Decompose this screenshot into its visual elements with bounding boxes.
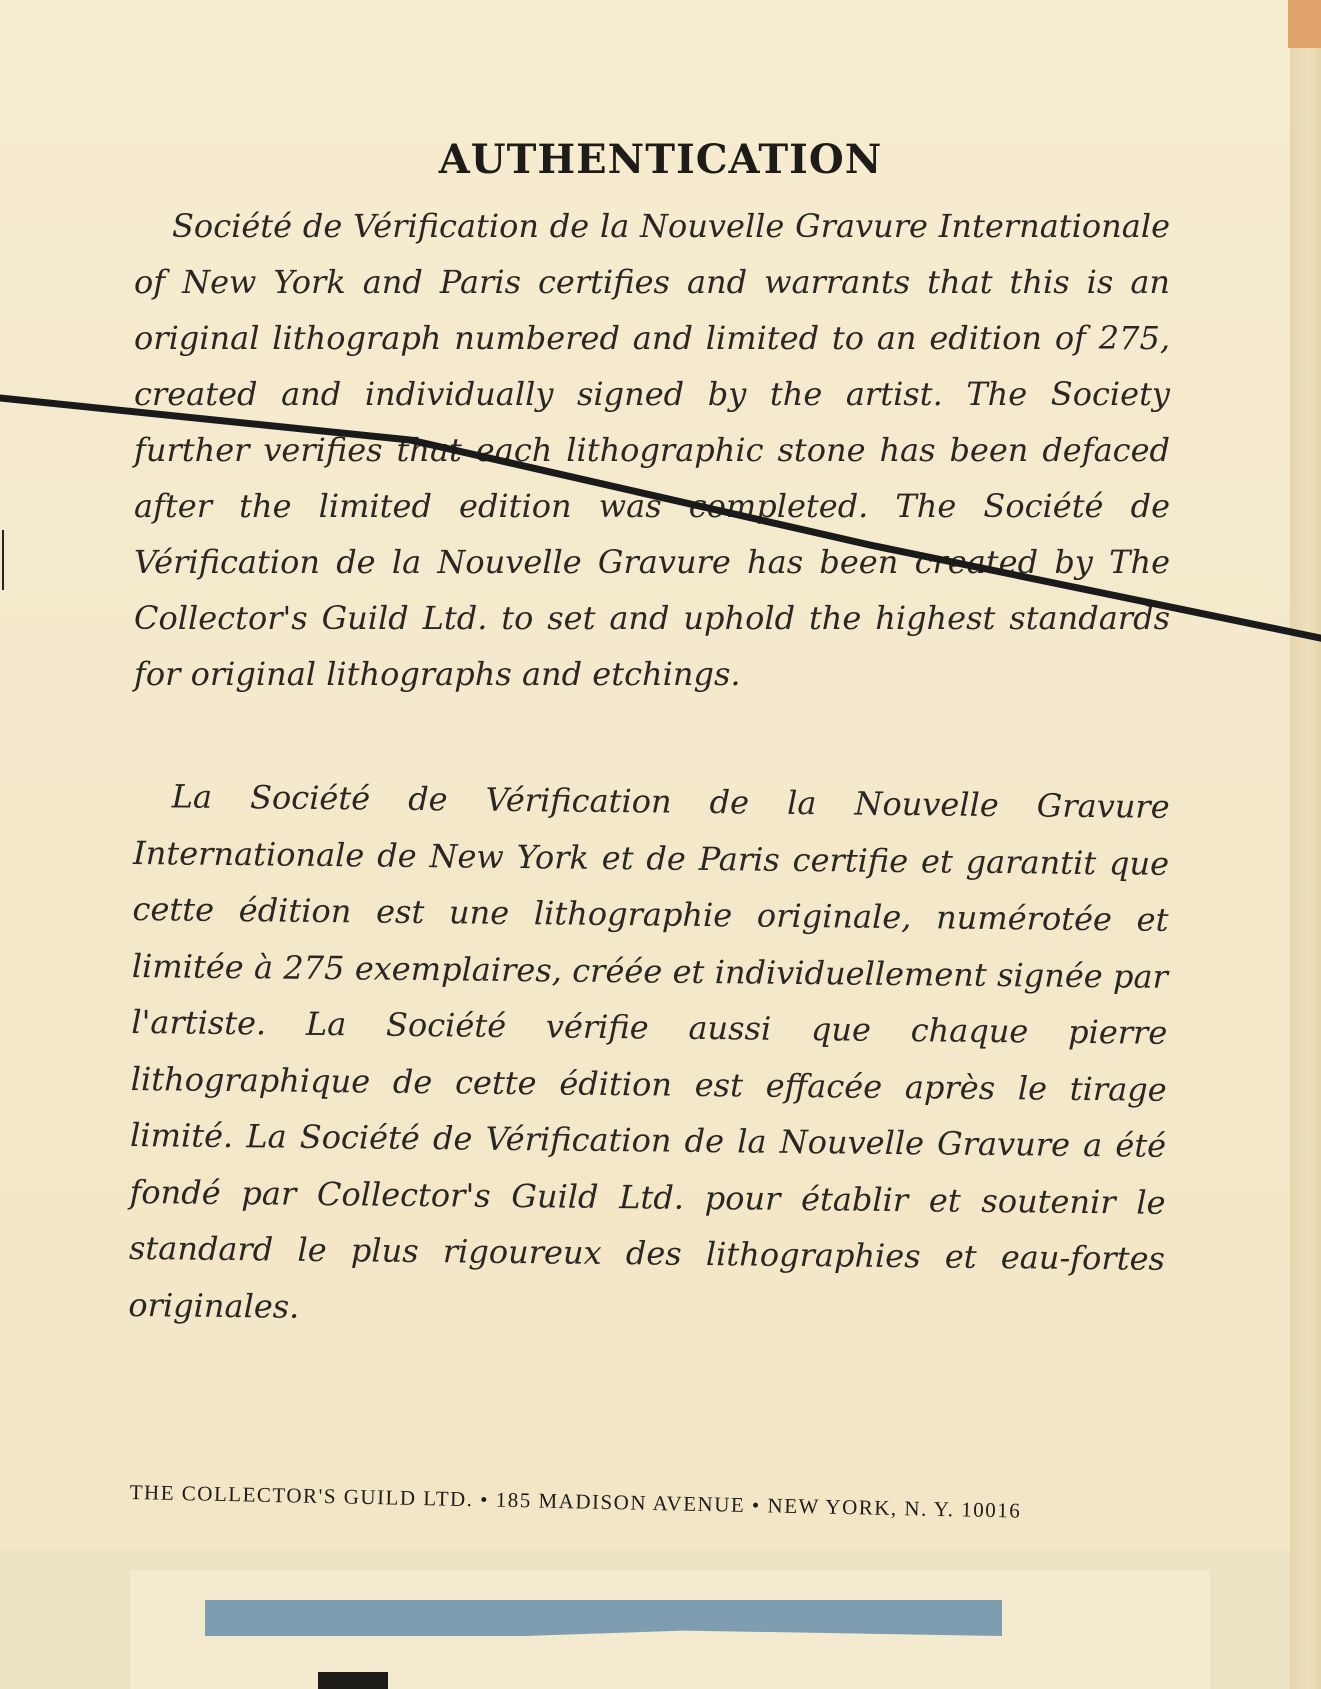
partial-letter-glyph — [318, 1672, 388, 1689]
publisher-address: THE COLLECTOR'S GUILD LTD. • 185 MADISON AVENUE • NEW YORK, N. Y. 10016 — [129, 1480, 1022, 1523]
paragraph-english: Société de Vérification de la Nouvelle Gravure Internationale of New York and Paris certifies and warrants that this is an original lithograph numbered and limited to an edition of 275, created and individually signed by the artist. The Society further verifies that each lithographic stone has been defaced after the limited edition was completed. The Société de Vérification de la Nouvelle Gravure has been created by The Collector's Guild Ltd. to set and uphold the highest standards for original lithographs and etchings. — [134, 207, 1170, 693]
paragraph-french: La Société de Vérification de la Nouvelle Gravure Internationale de New York et de Paris certifie et garantit que cette édition est une lithographie originale, numérotée et limitée à 275 exemplaires, créée et individuellement signée par l'artiste. La Société vérifie aussi que chaque pierre lithographique de cette édition est effacée après le tirage limité. La Société de Vérification de la Nouvelle Gravure a été fondé par Collector's Guild Ltd. pour établir et soutenir le standard le plus rigoureux des lithographies et eau-fortes originales. — [128, 777, 1170, 1326]
background-paper-edge — [1290, 0, 1321, 1689]
document-title: AUTHENTICATION — [438, 136, 883, 183]
blue-paper-band — [205, 1600, 1002, 1636]
margin-mark — [2, 530, 4, 590]
corner-tab — [1288, 0, 1321, 48]
